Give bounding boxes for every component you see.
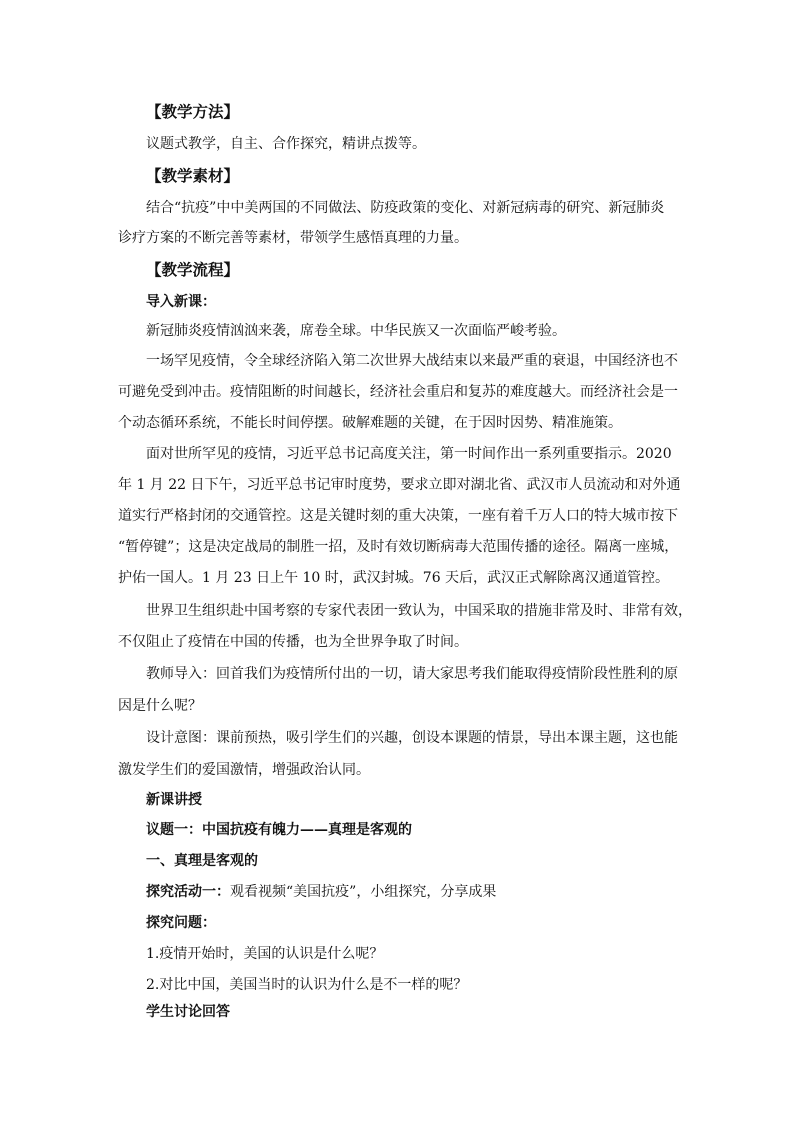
para3-line-1: 面对世所罕见的疫情，习近平总书记高度关注，第一时间作出一系列重要指示。2020 [146,446,672,462]
questions-label: 探究问题： [146,915,216,931]
subsection1-heading: 一、真理是客观的 [146,853,258,869]
activity-label: 探究活动一： [146,884,230,900]
topic1-heading: 议题一：中国抗疫有魄力——真理是客观的 [146,822,412,838]
para1-line-1: 新冠肺炎疫情汹汹来袭，席卷全球。中华民族又一次面临严峻考验。 [146,323,566,339]
para5-line-1: 教师导入：回首我们为疫情所付出的一切，请大家思考我们能取得疫情阶段性胜利的原 [146,666,678,682]
teaching-method-text: 议题式教学，自主、合作探究，精讲点拨等。 [146,136,426,152]
activity-line [146,882,716,902]
para3-line-2: 年 1 月 22 日下午，习近平总书记审时度势，要求立即对湖北省、武汉市人员流动和对外通 [118,477,681,493]
para4-line-1: 世界卫生组织赴中国考察的专家代表团一致认为，中国采取的措施非常及时、非常有效， [146,603,692,619]
activity-text: 观看视频“美国抗疫”，小组探究，分享成果 [230,884,497,900]
para3-line-3: 道实行严格封闭的交通管控。这是关键时刻的重大决策，一座有着千万人口的特大城市按下 [118,508,678,524]
para2-line-2: 可避免受到冲击。疫情阻断的时间越长，经济社会重启和复苏的难度越大。而经济社会是一 [118,384,678,400]
new-lesson-label: 新课讲授 [146,792,202,808]
heading-teaching-method: 【教学方法】 [146,102,240,121]
para3-line-5: 护佑一国人。1 月 23 日上午 10 时，武汉封城。76 天后，武汉正式解除离汉通道管控。 [118,570,670,586]
intro-label: 导入新课： [146,294,216,310]
para6-line-1: 设计意图：课前预热，吸引学生们的兴趣，创设本课题的情景，导出本课主题，这也能 [146,730,678,746]
question-2: 2.对比中国，美国当时的认识为什么是不一样的呢？ [146,977,468,993]
para2-line-3: 个动态循环系统，不能长时间停摆。破解难题的关键，在于因时因势、精准施策。 [118,415,622,431]
para5-line-2: 因是什么呢？ [118,698,202,714]
para6-line-2: 激发学生们的爱国激情，增强政治认同。 [118,762,370,778]
para3-line-4: “暂停键”；这是决定战局的制胜一招，及时有效切断病毒大范围传播的途径。隔离一座城， [118,539,679,555]
heading-teaching-materials: 【教学素材】 [146,166,240,185]
question-1: 1.疫情开始时，美国的认识是什么呢？ [146,946,384,962]
student-discussion-label: 学生讨论回答 [146,1004,230,1020]
para2-line-1: 一场罕见疫情，令全球经济陷入第二次世界大战结束以来最严重的衰退，中国经济也不 [146,353,678,369]
materials-line-1: 结合“抗疫”中中美两国的不同做法、防疫政策的变化、对新冠病毒的研究、新冠肺炎 [146,200,665,216]
materials-line-2: 诊疗方案的不断完善等素材，带领学生感悟真理的力量。 [118,230,468,246]
heading-teaching-process: 【教学流程】 [146,260,240,279]
para4-line-2: 不仅阻止了疫情在中国的传播，也为全世界争取了时间。 [118,634,468,650]
